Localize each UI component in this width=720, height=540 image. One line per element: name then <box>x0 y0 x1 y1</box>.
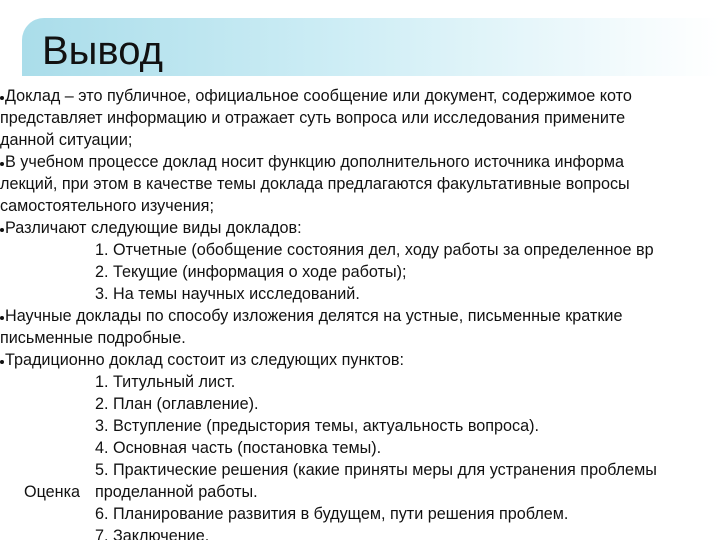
line-text: Научные доклады по способу изложения делятся на устные, письменные краткие <box>5 307 623 325</box>
text-line: представляет информацию и отражает суть вопроса или исследования примените <box>0 109 626 127</box>
numbered-item: 2. План (оглавление). <box>95 395 259 413</box>
text-line: данной ситуации; <box>0 131 133 149</box>
line-text: В учебном процессе доклад носит функцию дополнительного источника информа <box>5 153 624 171</box>
numbered-item: 5. Практические решения (какие приняты меры для устранения проблемы <box>95 461 657 479</box>
numbered-item: 3. На темы научных исследований. <box>95 285 360 303</box>
slide-body <box>0 85 720 540</box>
line-text: Традиционно доклад состоит из следующих пунктов: <box>5 351 405 369</box>
numbered-item: 4. Основная часть (постановка темы). <box>95 439 382 457</box>
bullet-icon <box>0 360 4 364</box>
numbered-item: 3. Вступление (предыстория темы, актуальность вопроса). <box>95 417 540 435</box>
bullet-item <box>0 85 632 107</box>
bullet-icon <box>0 162 4 166</box>
numbered-item: 1. Титульный лист. <box>95 373 236 391</box>
line-text: Различают следующие виды докладов: <box>5 219 302 237</box>
text-line <box>24 481 258 503</box>
bullet-item <box>0 151 624 173</box>
bullet-icon <box>0 228 4 232</box>
text-line: самостоятельного изучения; <box>0 197 214 215</box>
bullet-icon <box>0 96 4 100</box>
bullet-item <box>0 305 622 327</box>
numbered-item: 7. Заключение. <box>95 527 210 540</box>
line-text: проделанной работы. <box>95 483 258 501</box>
text-line: лекций, при этом в качестве темы доклада предлагаются факультативные вопросы <box>0 175 630 193</box>
bullet-icon <box>0 316 4 320</box>
numbered-item: 6. Планирование развития в будущем, пути решения проблем. <box>95 505 569 523</box>
slide-title: Вывод <box>42 29 163 73</box>
text-line: письменные подробные. <box>0 329 186 347</box>
bullet-item <box>0 349 404 371</box>
numbered-item: 2. Текущие (информация о ходе работы); <box>95 263 407 281</box>
bullet-item <box>0 217 302 239</box>
line-text: Доклад – это публичное, официальное сообщение или документ, содержимое кото <box>5 87 632 105</box>
prefix-word: Оценка <box>24 483 81 501</box>
numbered-item: 1. Отчетные (обобщение состояния дел, ходу работы за определенное вр <box>95 241 654 259</box>
